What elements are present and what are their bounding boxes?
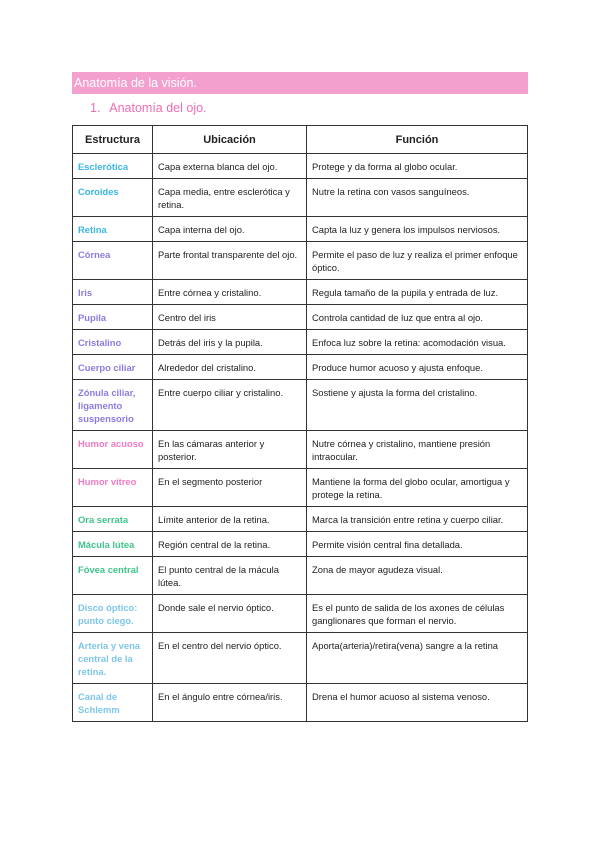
function-cell: Aporta(arteria)/retira(vena) sangre a la retina (307, 633, 528, 684)
table-row (73, 684, 528, 722)
location-cell: Capa externa blanca del ojo. (153, 154, 307, 179)
function-cell: Sostiene y ajusta la forma del cristalino. (307, 380, 528, 431)
table-row (73, 242, 528, 280)
column-header-location: Ubicación (153, 126, 307, 154)
location-cell: Capa media, entre esclerótica y retina. (153, 179, 307, 217)
table-row (73, 355, 528, 380)
location-cell: Donde sale el nervio óptico. (153, 595, 307, 633)
structure-cell: Humor acuoso (73, 431, 153, 469)
table-row (73, 305, 528, 330)
structure-cell: Canal de Schlemm (73, 684, 153, 722)
structure-cell: Arteria y vena central de la retina. (73, 633, 153, 684)
function-cell: Regula tamaño de la pupila y entrada de luz. (307, 280, 528, 305)
structure-cell: Cuerpo ciliar (73, 355, 153, 380)
table-row (73, 280, 528, 305)
function-cell: Enfoca luz sobre la retina: acomodación visua. (307, 330, 528, 355)
location-cell: El punto central de la mácula lútea. (153, 557, 307, 595)
table-row (73, 469, 528, 507)
table-row (73, 633, 528, 684)
column-header-structure: Estructura (73, 126, 153, 154)
table-row (73, 217, 528, 242)
function-cell: Es el punto de salida de los axones de células ganglionares que forman el nervio. (307, 595, 528, 633)
table-row (73, 380, 528, 431)
column-header-function: Función (307, 126, 528, 154)
table-row (73, 154, 528, 179)
structure-cell: Iris (73, 280, 153, 305)
anatomy-table (72, 125, 528, 722)
function-cell: Zona de mayor agudeza visual. (307, 557, 528, 595)
function-cell: Permite el paso de luz y realiza el primer enfoque óptico. (307, 242, 528, 280)
location-cell: En las cámaras anterior y posterior. (153, 431, 307, 469)
function-cell: Drena el humor acuoso al sistema venoso. (307, 684, 528, 722)
function-cell: Marca la transición entre retina y cuerpo ciliar. (307, 507, 528, 532)
function-cell: Nutre córnea y cristalino, mantiene presión intraocular. (307, 431, 528, 469)
structure-cell: Pupila (73, 305, 153, 330)
section-number: 1. (90, 101, 101, 115)
function-cell: Mantiene la forma del globo ocular, amortigua y protege la retina. (307, 469, 528, 507)
table-row (73, 532, 528, 557)
location-cell: Centro del iris (153, 305, 307, 330)
location-cell: Entre cuerpo ciliar y cristalino. (153, 380, 307, 431)
location-cell: Capa interna del ojo. (153, 217, 307, 242)
table-row (73, 431, 528, 469)
structure-cell: Ora serrata (73, 507, 153, 532)
structure-cell: Zónula ciliar, ligamento suspensorio (73, 380, 153, 431)
section-heading (90, 101, 207, 115)
table-row (73, 330, 528, 355)
table-row (73, 179, 528, 217)
function-cell: Protege y da forma al globo ocular. (307, 154, 528, 179)
table-header-row (73, 126, 528, 154)
function-cell: Produce humor acuoso y ajusta enfoque. (307, 355, 528, 380)
location-cell: Parte frontal transparente del ojo. (153, 242, 307, 280)
structure-cell: Humor vítreo (73, 469, 153, 507)
page-title: Anatomía de la visión. (72, 72, 528, 94)
table-row (73, 557, 528, 595)
structure-cell: Córnea (73, 242, 153, 280)
function-cell: Nutre la retina con vasos sanguíneos. (307, 179, 528, 217)
location-cell: Entre córnea y cristalino. (153, 280, 307, 305)
location-cell: En el ángulo entre córnea/iris. (153, 684, 307, 722)
location-cell: Límite anterior de la retina. (153, 507, 307, 532)
structure-cell: Mácula lútea (73, 532, 153, 557)
structure-cell: Disco óptico: punto ciego. (73, 595, 153, 633)
structure-cell: Retina (73, 217, 153, 242)
table-row (73, 507, 528, 532)
table-row (73, 595, 528, 633)
function-cell: Capta la luz y genera los impulsos nerviosos. (307, 217, 528, 242)
location-cell: En el centro del nervio óptico. (153, 633, 307, 684)
location-cell: En el segmento posterior (153, 469, 307, 507)
function-cell: Controla cantidad de luz que entra al ojo. (307, 305, 528, 330)
function-cell: Permite visión central fina detallada. (307, 532, 528, 557)
structure-cell: Esclerótica (73, 154, 153, 179)
location-cell: Región central de la retina. (153, 532, 307, 557)
location-cell: Alrededor del cristalino. (153, 355, 307, 380)
section-title: Anatomía del ojo. (109, 101, 207, 115)
structure-cell: Cristalino (73, 330, 153, 355)
structure-cell: Coroides (73, 179, 153, 217)
structure-cell: Fóvea central (73, 557, 153, 595)
location-cell: Detrás del iris y la pupila. (153, 330, 307, 355)
